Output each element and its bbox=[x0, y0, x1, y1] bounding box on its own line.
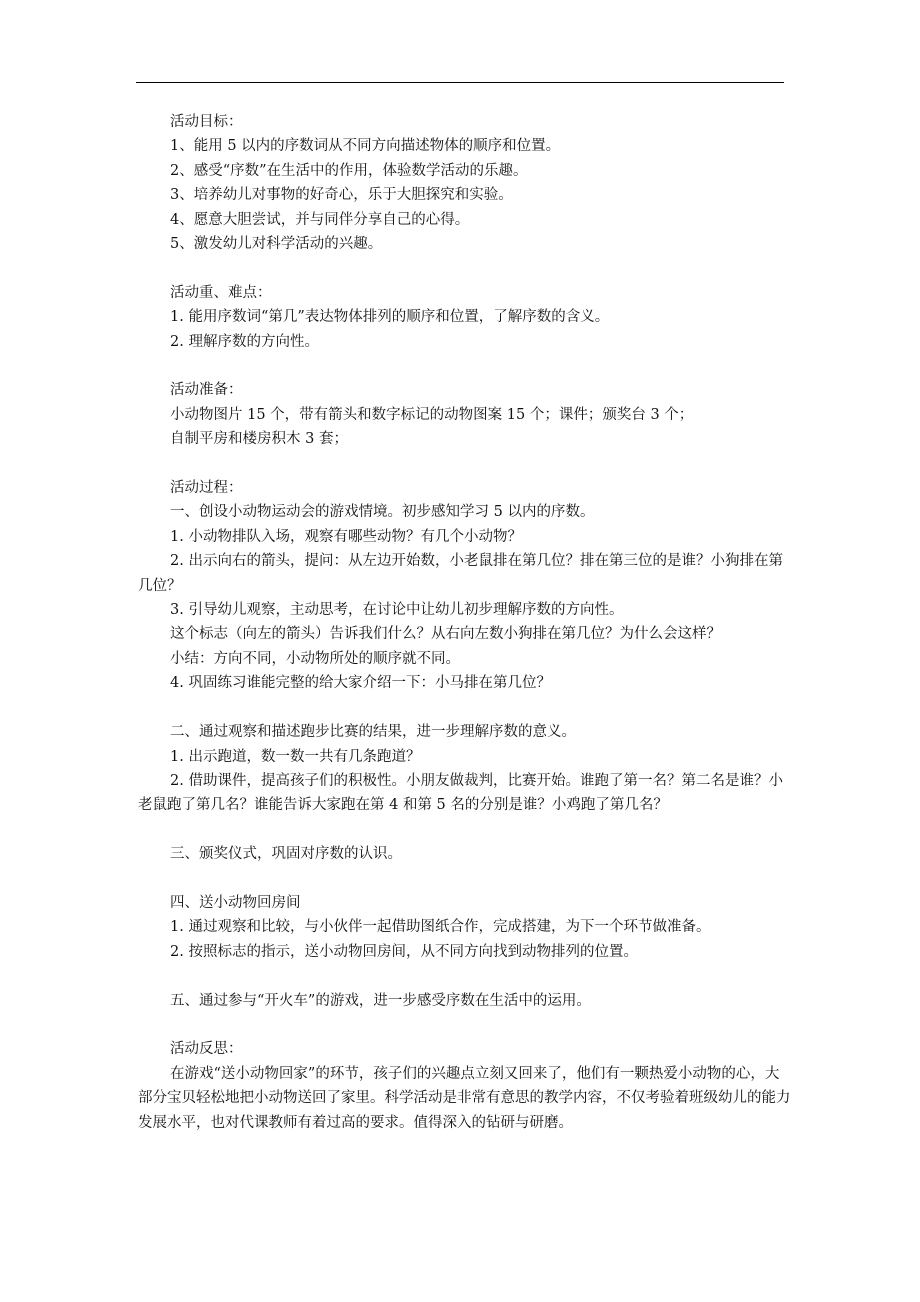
goal-item-3: 3、培养幼儿对事物的好奇心，乐于大胆探究和实验。 bbox=[170, 187, 513, 204]
process-part1-step4: 4. 巩固练习谁能完整的给大家介绍一下：小马排在第几位？ bbox=[170, 675, 551, 692]
process-part2-step1: 1. 出示跑道，数一数一共有几条跑道？ bbox=[170, 748, 421, 765]
preparation-heading: 活动准备： bbox=[170, 382, 243, 399]
key-point-2: 2. 理解序数的方向性。 bbox=[170, 333, 319, 350]
reflection-heading: 活动反思： bbox=[170, 1041, 243, 1058]
process-part2-title: 二、通过观察和描述跑步比赛的结果，进一步理解序数的意义。 bbox=[170, 724, 576, 741]
goal-item-5: 5、激发幼儿对科学活动的兴趣。 bbox=[170, 236, 383, 253]
goal-item-2: 2、感受“序数”在生活中的作用，体验数学活动的乐趣。 bbox=[170, 162, 528, 179]
key-points-heading: 活动重、难点： bbox=[170, 284, 272, 301]
process-part4-step2: 2. 按照标志的指示，送小动物回房间，从不同方向找到动物排列的位置。 bbox=[170, 943, 638, 960]
process-part1-step2: 2. 出示向右的箭头，提问：从左边开始数，小老鼠排在第几位？排在第三位的是谁？小狗排在第几位？ bbox=[138, 553, 783, 594]
process-part1-title: 一、创设小动物运动会的游戏情境。初步感知学习 5 以内的序数。 bbox=[170, 504, 595, 521]
header-rule bbox=[136, 82, 784, 83]
process-part1-step3: 3. 引导幼儿观察，主动思考，在讨论中让幼儿初步理解序数的方向性。 bbox=[170, 602, 624, 619]
process-part4-title: 四、送小动物回房间 bbox=[170, 894, 301, 911]
goal-item-1: 1、能用 5 以内的序数词从不同方向描述物体的顺序和位置。 bbox=[170, 138, 561, 155]
preparation-line-2: 自制平房和楼房积木 3 套； bbox=[170, 431, 348, 448]
goal-item-4: 4、愿意大胆尝试，并与同伴分享自己的心得。 bbox=[170, 211, 470, 228]
key-point-1: 1. 能用序数词“第几”表达物体排列的顺序和位置，了解序数的含义。 bbox=[170, 309, 610, 326]
reflection-text: 在游戏“送小动物回家”的环节，孩子们的兴趣点立刻又回来了，他们有一颗热爱小动物的心，大部分宝贝轻松地把小动物送回了家里。科学活动是非常有意思的教学内容，不仅考验着班级幼儿的能力发展水平，也对代课教师有着过高的要求。值得深入的钻研与研磨。 bbox=[138, 1065, 791, 1131]
process-part4-step1: 1. 通过观察和比较，与小伙伴一起借助图纸合作，完成搭建，为下一个环节做准备。 bbox=[170, 919, 711, 936]
process-part1-step3-summary: 小结：方向不同，小动物所处的顺序就不同。 bbox=[170, 650, 460, 667]
process-heading: 活动过程： bbox=[170, 480, 243, 497]
process-part5-title: 五、通过参与“开火车”的游戏，进一步感受序数在生活中的运用。 bbox=[170, 992, 591, 1009]
process-part2-step2: 2. 借助课件，提高孩子们的积极性。小朋友做裁判，比赛开始。谁跑了第一名？第二名是谁？小老鼠跑了第几名？谁能告诉大家跑在第 4 和第 5 名的分别是谁？小鸡跑了第几名？ bbox=[138, 772, 783, 814]
process-part1-step1: 1. 小动物排队入场，观察有哪些动物？有几个小动物？ bbox=[170, 528, 522, 545]
document-body bbox=[138, 110, 792, 1135]
preparation-line-1: 小动物图片 15 个，带有箭头和数字标记的动物图案 15 个；课件；颁奖台 3 个； bbox=[170, 406, 694, 423]
process-part1-step3-question: 这个标志（向左的箭头）告诉我们什么？从右向左数小狗排在第几位？为什么会这样？ bbox=[170, 626, 721, 643]
process-part3-title: 三、颁奖仪式，巩固对序数的认识。 bbox=[170, 846, 402, 863]
goals-heading: 活动目标： bbox=[170, 114, 243, 130]
